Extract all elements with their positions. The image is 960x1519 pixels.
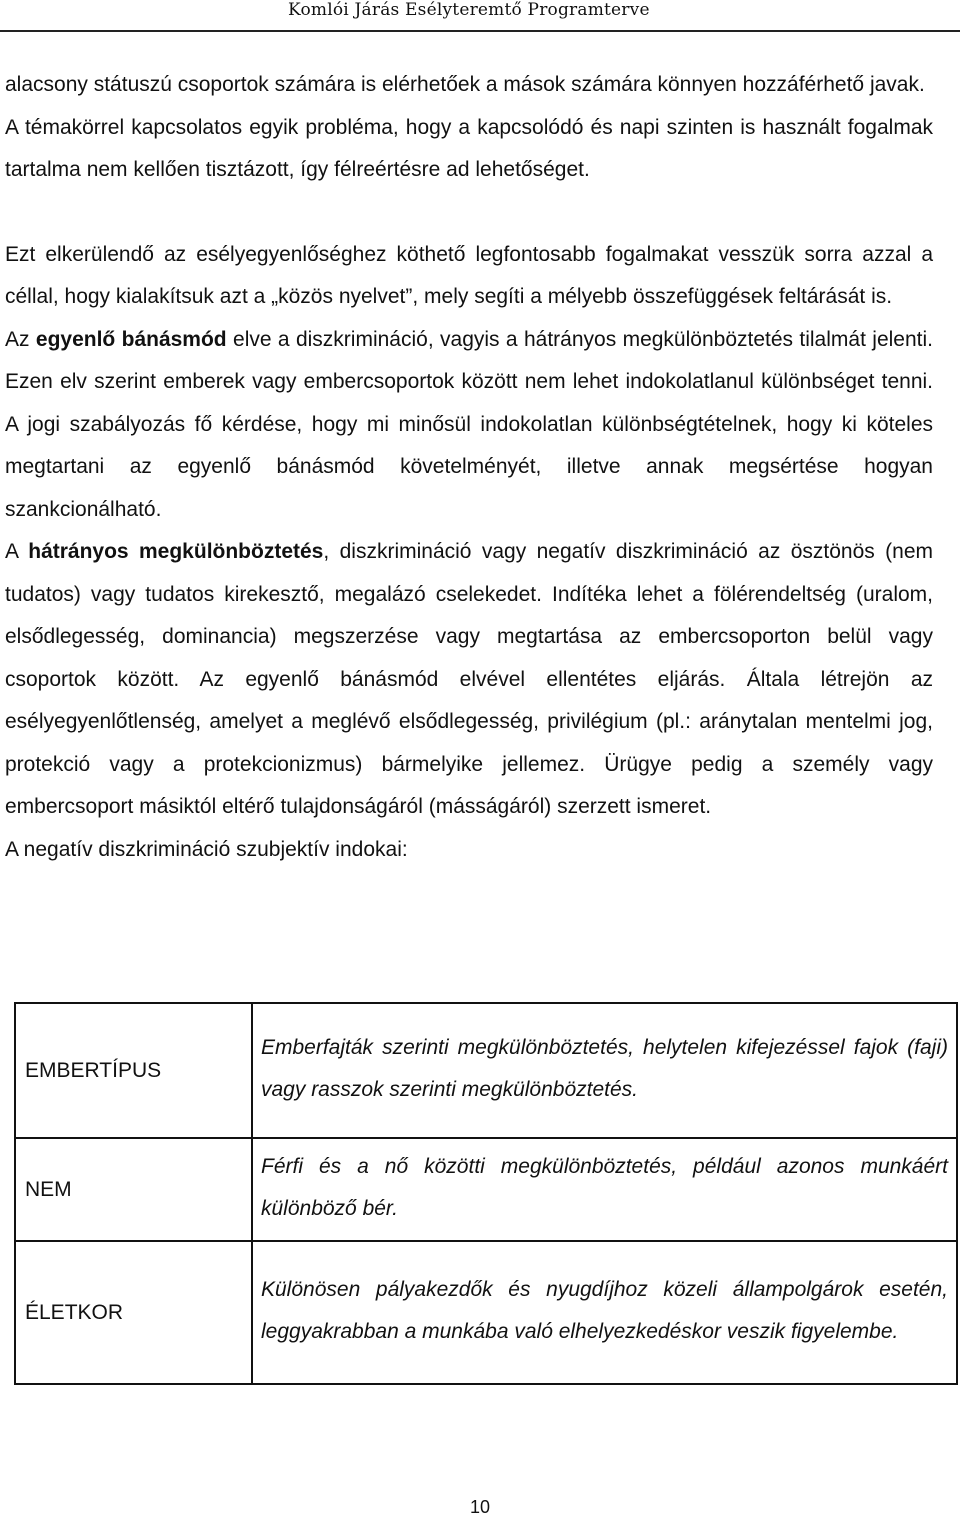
table-term-cell: EMBERTÍPUS — [15, 1003, 252, 1138]
paragraph-3: Ezt elkerülendő az esélyegyenlőséghez köthető legfontosabb fogalmakat vesszük sorra azzal a céllal, hogy kialakítsuk azt a „közös nyelvet”, mely segíti a mélyebb összefüggések feltárását is. — [5, 242, 933, 308]
page-number: 10 — [469, 1497, 491, 1517]
table-row — [15, 1138, 957, 1241]
paragraph-4-rest: elve a diszkrimináció, vagyis a hátrányos megkülönböztetés tilalmát jelenti. Ezen elv szerint emberek vagy embercsoportok között nem lehet indokolatlanul különbséget tenni. A jogi szabályozás fő kérdése, hogy mi minősül indokolatlan különbségtételnek, hogy ki köteles megtartani az egyenlő bánásmód követelményét, illetve annak megsértése hogyan szankcionálható. — [5, 327, 933, 521]
header-divider — [0, 30, 960, 32]
paragraph-2: A témakörrel kapcsolatos egyik probléma, hogy a kapcsolódó és napi szinten is használt fogalmak tartalma nem kellően tisztázott, így félreértésre ad lehetőséget. — [5, 115, 933, 181]
paragraph-1: alacsony státuszú csoportok számára is elérhetőek a mások számára könnyen hozzáférhető javak. — [5, 73, 925, 96]
table-term-cell: ÉLETKOR — [15, 1241, 252, 1384]
paragraph-5 — [5, 531, 933, 829]
header-title: Komlói Járás Esélyteremtő Programterve — [288, 0, 650, 20]
table-row — [15, 1241, 957, 1384]
body-text — [5, 64, 933, 871]
page-header — [0, 0, 960, 38]
table-row — [15, 1003, 957, 1138]
paragraph-5-lead: A — [5, 540, 29, 563]
paragraph-4-lead: Az — [5, 327, 36, 351]
discrimination-grounds-table — [14, 1002, 958, 1385]
paragraph-4 — [5, 319, 933, 532]
table-description-cell: Férfi és a nő közötti megkülönböztetés, például azonos munkáért különböző bér. — [252, 1138, 957, 1241]
paragraph-5-rest: , diszkrimináció vagy negatív diszkrimináció az ösztönös (nem tudatos) vagy tudatos kirekesztő, megalázó cselekedet. Indítéka lehet a fölérendeltség (uralom, elsődlegesség, dominancia) megszerzése vagy megtartása az embercsoporton belül vagy csoportok között. Az egyenlő bánásmód elvével ellentétes eljárás. Általa létrejön az esélyegyenlőtlenség, amelyet a meglévő elsődlegesség, privilégium (pl.: aránytalan mentelmi jog, protekció vagy a protekcionizmus) bármelyike jellemez. Ürügye pedig a személy vagy embercsoport másiktól eltérő tulajdonságáról (másságáról) szerzett ismeret. — [5, 540, 934, 818]
table-term-cell: NEM — [15, 1138, 252, 1241]
term-discrimination: hátrányos megkülönböztetés — [28, 540, 324, 563]
table-description-cell: Különösen pályakezdők és nyugdíjhoz közeli állampolgárok esetén, leggyakrabban a munkába való elhelyezkedéskor veszik figyelembe. — [252, 1241, 957, 1384]
paragraph-6: A negatív diszkrimináció szubjektív indokai: — [5, 837, 408, 861]
term-equal-treatment: egyenlő bánásmód — [35, 327, 227, 351]
table-description-cell: Emberfajták szerinti megkülönböztetés, helytelen kifejezéssel fajok (faji) vagy rasszok szerinti megkülönböztetés. — [252, 1003, 957, 1138]
